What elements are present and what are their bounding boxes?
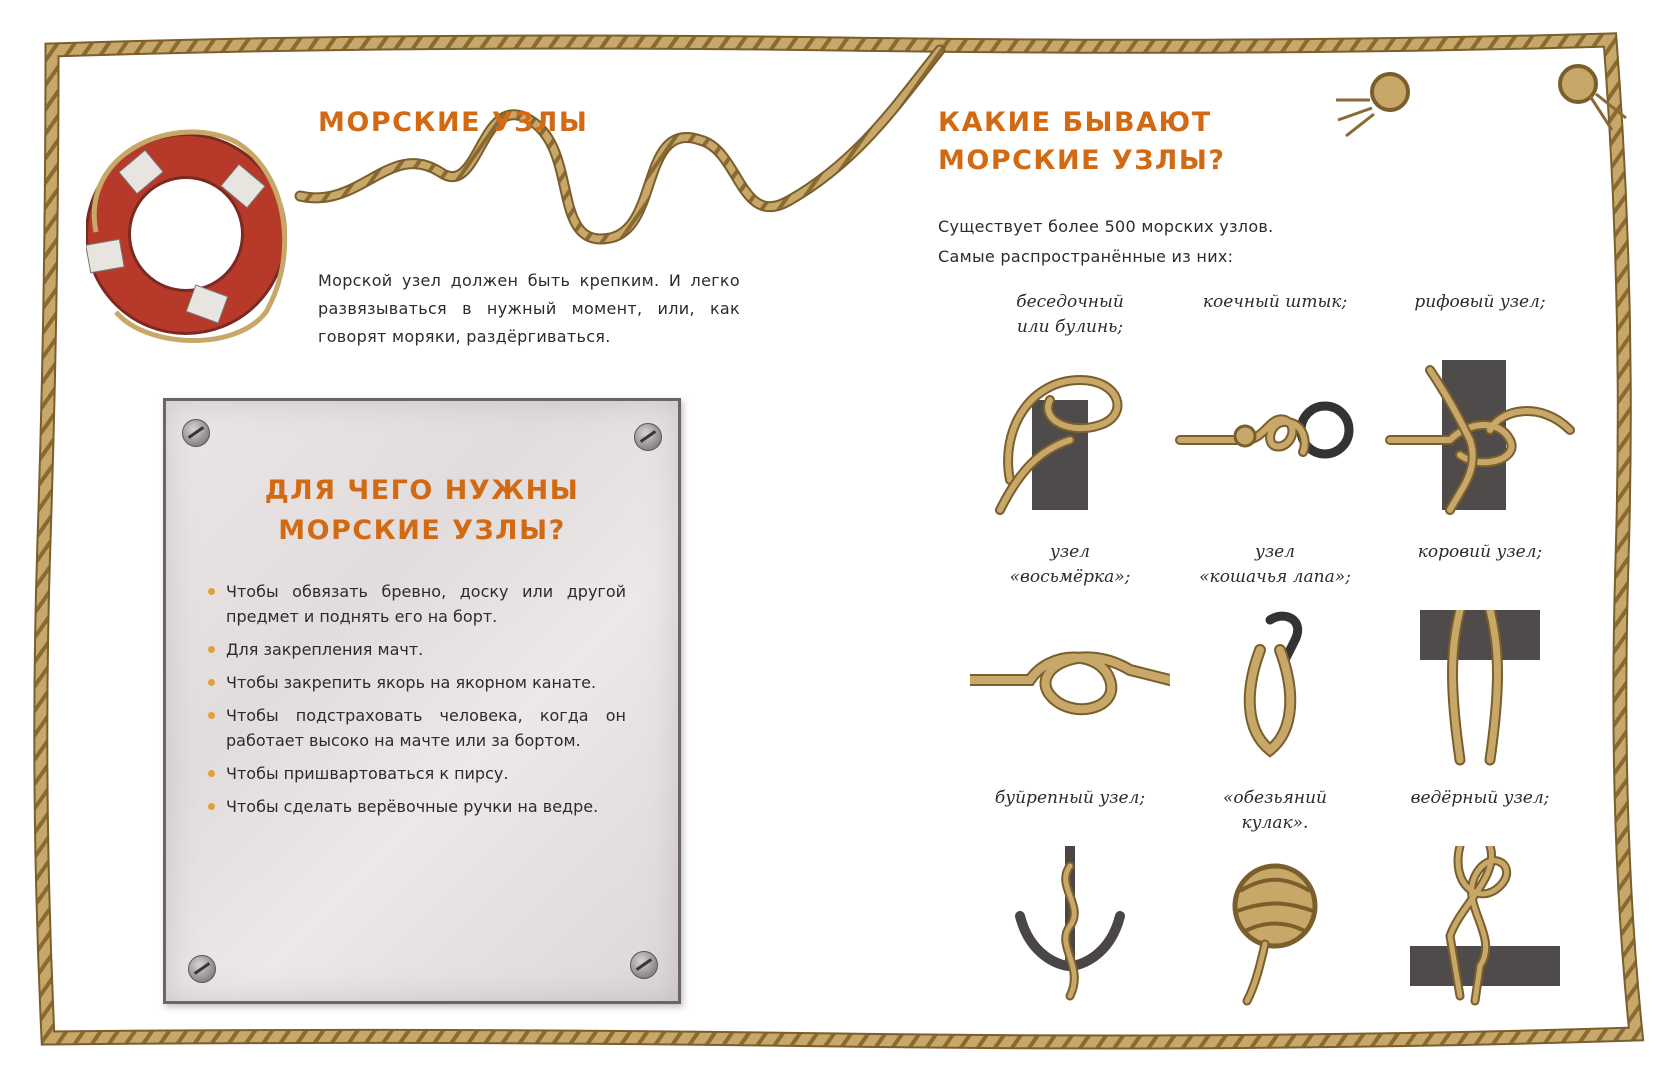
right-page-intro-line2: Самые распространённые из них: <box>938 247 1234 266</box>
right-page-intro <box>938 212 1418 272</box>
knot-card <box>1175 290 1375 530</box>
knot-label-line1: коечный штык; <box>1202 292 1348 312</box>
plaque <box>163 398 681 1004</box>
cats-paw-knot-icon <box>1175 610 1375 770</box>
knot-label <box>970 786 1170 811</box>
knot-label-line1: ведёрный узел; <box>1410 788 1550 808</box>
knot-label-line1: коровий узел; <box>1417 542 1543 562</box>
right-page-title-line1: КАКИЕ БЫВАЮТ <box>938 107 1212 138</box>
knot-label <box>970 540 1170 590</box>
knot-label-line1: буйрепный узел; <box>994 788 1146 808</box>
rope-knot-corner-icon <box>1336 66 1626 136</box>
plaque-title <box>166 471 678 551</box>
left-page-intro: Морской узел должен быть крепким. И легко развязываться в нужный момент, или, как говорят моряки, раздёргиваться. <box>318 271 740 346</box>
list-item: Чтобы пришвартоваться к пирсу. <box>208 761 626 786</box>
lifebuoy-icon <box>86 122 296 352</box>
plaque-title-line1: ДЛЯ ЧЕГО НУЖНЫ <box>264 475 580 506</box>
knot-label-line2: «восьмёрка»; <box>1009 567 1131 587</box>
list-item: Для закрепления мачт. <box>208 637 626 662</box>
knot-label <box>1380 290 1580 315</box>
knot-card <box>970 290 1170 530</box>
knot-label-line1: узел <box>1254 542 1296 562</box>
list-item: Чтобы подстраховать человека, когда он работает высоко на мачте или за бортом. <box>208 703 626 753</box>
monkey-fist-knot-icon <box>1175 846 1375 1006</box>
right-page-title-line2: МОРСКИЕ УЗЛЫ? <box>938 145 1226 176</box>
knot-label-line2: или булинь; <box>1016 317 1124 337</box>
right-page-title <box>938 104 1226 180</box>
bowline-knot-icon <box>970 360 1170 520</box>
knot-card <box>1380 786 1580 1026</box>
right-page-intro-line1: Существует более 500 морских узлов. <box>938 217 1274 236</box>
list-item: Чтобы обвязать бревно, доску или другой предмет и поднять его на борт. <box>208 579 626 629</box>
knot-label <box>1380 786 1580 811</box>
knot-label-line1: «обезьяний <box>1223 788 1327 808</box>
knot-label-line1: беседочный <box>1016 292 1124 312</box>
screw-icon <box>188 955 216 983</box>
knot-label-line1: узел <box>1049 542 1091 562</box>
knot-card <box>1380 540 1580 780</box>
knot-card <box>1175 540 1375 780</box>
bucket-knot-icon <box>1380 846 1580 1006</box>
figure-eight-knot-icon <box>970 610 1170 770</box>
reef-knot-icon <box>1380 360 1580 520</box>
hitch-on-ring-icon <box>1175 360 1375 520</box>
knot-label <box>970 290 1170 340</box>
knot-label-line1: рифовый узел; <box>1414 292 1546 312</box>
list-item: Чтобы сделать верёвочные ручки на ведре. <box>208 794 626 819</box>
plaque-title-line2: МОРСКИЕ УЗЛЫ? <box>278 515 566 546</box>
anchor-buoy-knot-icon <box>970 846 1170 1006</box>
knot-label-line2: «кошачья лапа»; <box>1199 567 1351 587</box>
knot-card <box>970 540 1170 780</box>
left-page-title: МОРСКИЕ УЗЛЫ <box>318 107 589 138</box>
knot-label <box>1380 540 1580 565</box>
cow-hitch-icon <box>1380 610 1580 770</box>
uses-list <box>208 579 626 827</box>
screw-icon <box>630 951 658 979</box>
screw-icon <box>634 423 662 451</box>
knot-label <box>1175 290 1375 315</box>
screw-icon <box>182 419 210 447</box>
knot-label <box>1175 540 1375 590</box>
knot-label <box>1175 786 1375 836</box>
knot-card <box>1380 290 1580 530</box>
knot-card <box>1175 786 1375 1026</box>
knot-label-line2: кулак». <box>1241 813 1309 833</box>
list-item: Чтобы закрепить якорь на якорном канате. <box>208 670 626 695</box>
knot-card <box>970 786 1170 1026</box>
